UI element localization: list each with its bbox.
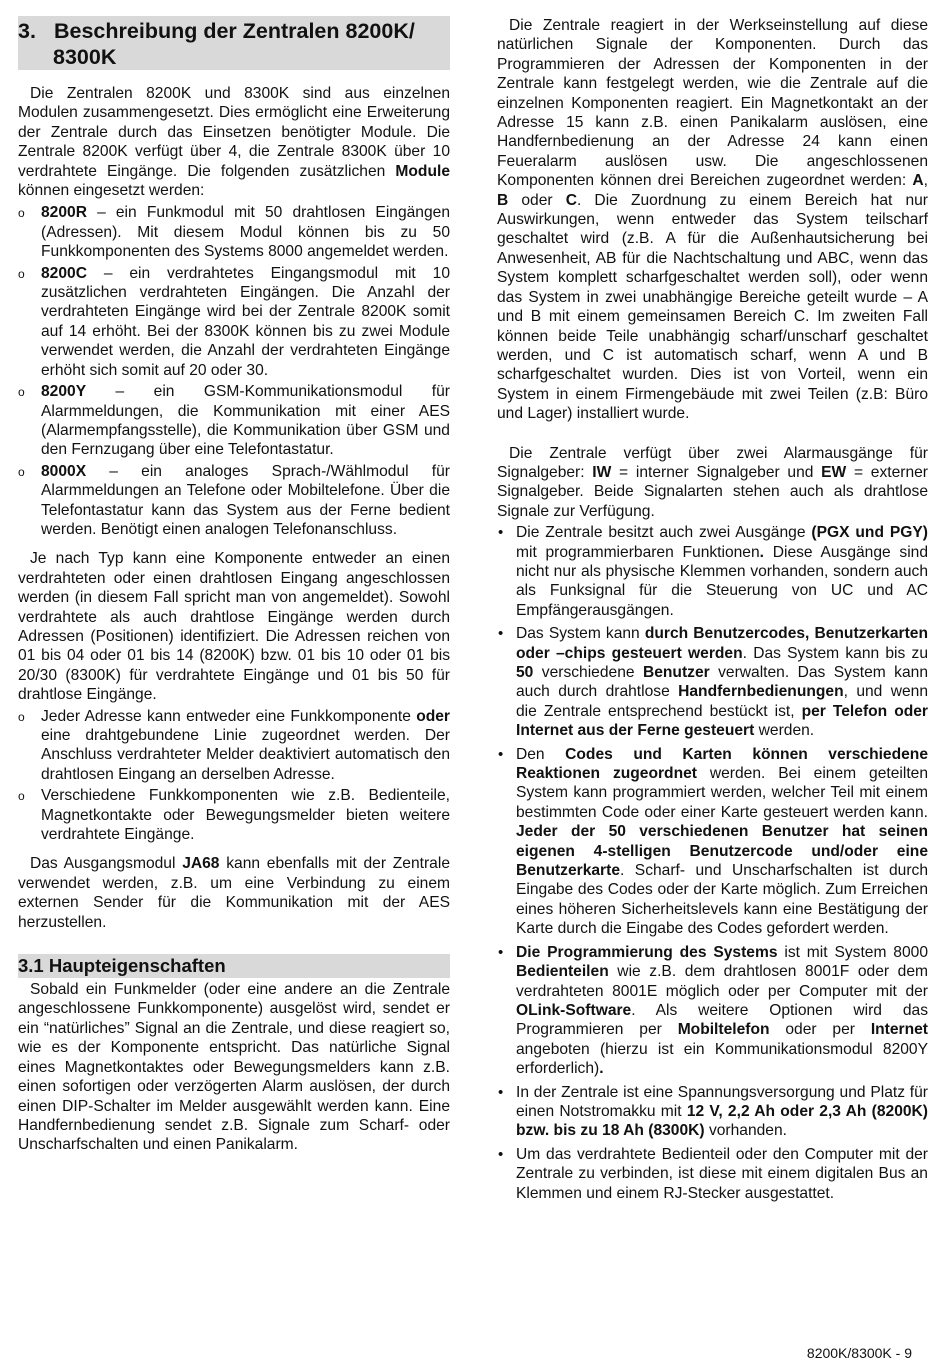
feature-text: wie z.B. dem drahtlosen 8001F oder dem verdrahteten 8001E möglich oder per Computer mit der	[516, 963, 928, 1000]
left-column	[18, 16, 450, 1155]
feature-bold: Bedienteilen	[516, 963, 609, 981]
module-code: 8200R	[41, 204, 87, 222]
feature-text: verwalten. Das System kann auch durch drahtlose	[516, 664, 928, 701]
list-marker: o	[18, 709, 25, 724]
list-bullet: •	[498, 1083, 504, 1101]
areas-sep: ,	[923, 172, 928, 190]
list-item	[18, 264, 450, 380]
feature-bold-dot: .	[599, 1060, 604, 1078]
chapter-number: 3.	[18, 19, 36, 43]
list-item	[18, 786, 450, 844]
area-b: B	[497, 191, 509, 209]
chapter-title-line1: Beschreibung der Zentralen 8200K/	[53, 19, 415, 43]
areas-text-end: . Die Zuordnung zu einem Bereich hat nur Auswirkungen, wenn entweder das System teilscharf geschaltet wird (z.B. A für die Außenhautsicherung bei Anwesenheit, AB für die Nachtschaltung und ABC, wenn das System komplett scharfgeschaltet werden soll), oder wenn das System in zwei unabhängige Bereiche geteilt wurde – A und B mit einem gemeinsamen Bereich C. Im zweiten Fall können beide Teile unabhängig scharf/unscharf geschaltet werden, und C ist automatisch scharf, wenn A und B scharfgeschaltet wurden. Dies ist von Vorteil, wenn ein System in einem Firmengebäude mit zwei Teilen (z.B: Büro und Lager) installiert wurde.	[497, 191, 928, 423]
feature-list	[497, 523, 928, 1203]
list-bullet: •	[498, 524, 504, 542]
feature-bold: Benutzer	[642, 664, 710, 681]
feature-text: werden. Bei einem geteilten System kann programmiert werden, welcher Teil mit einem bestimmten Code oder einer Karte gesteuert werden kann.	[516, 765, 928, 821]
intro-text: Die Zentralen 8200K und 8300K sind aus einzelnen Modulen zusammengesetzt. Dies ermöglicht eine Erweiterung der Zentrale durch das Einsetzen benötigter Module. Die Zentrale 8200K verfügt über 4, die Zentrale 8300K über 10 verdrahtete Eingänge. Die folgenden zusätzlichen	[18, 85, 450, 180]
page-footer: 8200K/8300K - 9	[806, 1345, 912, 1361]
feature-text: angeboten (hierzu ist ein Kommunikationsmodul 8200Y erforderlich)	[516, 1040, 928, 1078]
list-marker: o	[18, 464, 25, 479]
feature-text: ist mit System 8000	[777, 943, 928, 961]
address-bold: oder	[416, 707, 450, 725]
intro-bold: Module	[395, 162, 450, 180]
outputs-ew: EW	[821, 463, 847, 481]
feature-text: oder per	[769, 1021, 871, 1039]
feature-bold: 50	[516, 664, 534, 681]
feature-text: Die Zentrale besitzt auch zwei Ausgänge	[516, 524, 812, 542]
feature-text: . Als weitere Optionen wird das Programmieren per	[516, 1001, 928, 1039]
list-item	[497, 1083, 928, 1141]
feature-text: werden.	[754, 722, 815, 740]
module-code: 8000X	[41, 462, 87, 480]
list-bullet: •	[498, 1145, 504, 1163]
area-a: A	[912, 172, 924, 190]
list-item	[18, 707, 450, 785]
outputs-text: Die Zentrale verfügt über zwei Alarmausgänge für Signalgeber:	[497, 444, 928, 481]
list-item	[18, 382, 450, 460]
list-item	[18, 462, 450, 540]
list-item	[497, 1145, 928, 1203]
feature-bold: Jeder der 50 verschiedenen Benutzer hat seinen eigenen 4-stelligen Benutzercode und/oder eine Benutzerkarte	[516, 823, 928, 880]
feature-bold: Handfernbedienungen	[678, 683, 844, 701]
feature-text: . Scharf- und Unscharfschalten ist durch Eingabe des Codes oder der Karte möglich. Zum Erreichen eines höheren Sicherheitslevels kann eine Bestätigung der Karte durch die Eingabe des Codes gefordert werden.	[516, 862, 928, 938]
outputs-text-end: = externer Signalgeber. Beide Signalarten stehen auch als drahtlose Signale zur Verfügung.	[497, 463, 928, 520]
module-text: – ein verdrahtetes Eingangsmodul mit 10 zusätzlichen verdrahteten Eingängen. Die Anzahl der verdrahteten Eingänge wird bei der Zentrale 8200K somit auf 14 erhöht. Bei der 8300K können bis zu zwei Module verwendet werden, die Anzahl der verdrahteten Eingänge erhöht sich somit auf 20 oder 30.	[41, 264, 450, 379]
address-list	[18, 707, 450, 845]
section-heading: 3.1 Haupteigenschaften	[18, 954, 450, 978]
outputs-text: = interner Signalgeber und	[611, 463, 822, 481]
module-code: 8200C	[41, 264, 87, 282]
address-text: Verschiedene Funkkomponenten wie z.B. Bedienteile, Magnetkontakte oder Bewegungsmelder bieten weitere verdrahtete Eingänge.	[41, 787, 450, 844]
feature-text: Das System kann	[516, 625, 645, 643]
feature-bold-dot: .	[759, 543, 764, 561]
ja68-paragraph	[18, 854, 450, 932]
list-bullet: •	[498, 625, 504, 643]
list-item	[497, 745, 928, 939]
list-item	[497, 523, 928, 620]
feature-text: Diese Ausgänge sind nicht nur als physische Klemmen vorhanden, sondern auch als Funksignal für die Steuerung von UC und AC Empfängerausgängen.	[516, 543, 929, 619]
feature-bold: per Telefon oder Internet aus der Ferne gesteuert	[516, 702, 928, 740]
list-item	[18, 203, 450, 261]
feature-text: In der Zentrale ist eine Spannungsversorgung und Platz für einen Notstromakku mit	[516, 1083, 928, 1120]
module-text: – ein GSM-Kommunikationsmodul für Alarmmeldungen, die Kommunikation mit einer AES (Alarmempfangsstelle), die Kommunikation über GSM und den Fernzugang über eine Telefontastatur.	[41, 383, 450, 459]
feature-bold: Internet	[870, 1021, 928, 1039]
outputs-iw: IW	[592, 463, 612, 481]
ja68-text: Das Ausgangsmodul	[30, 855, 183, 873]
feature-text: , und wenn die Zentrale entsprechend bestückt ist,	[516, 683, 929, 720]
list-bullet: •	[498, 745, 504, 763]
list-marker: o	[18, 385, 25, 400]
feature-text: mit programmierbaren Funktionen	[516, 543, 760, 561]
list-marker: o	[18, 206, 25, 221]
area-c: C	[565, 191, 577, 209]
chapter-heading	[18, 16, 450, 70]
feature-bold: Die Programmierung des Systems	[516, 943, 778, 961]
module-list	[18, 203, 450, 539]
section-paragraph: Sobald ein Funkmelder (oder eine andere an die Zentrale angeschlossene Funkkomponente) ausgelöst wird, sendet er ein “natürliches” Signal an die Zentrale, und diese reagiert so, wie es der Komponente entspricht. Das natürliche Signal eines Magnetkontaktes oder Bewegungsmelders kann z.B. einen sofortigen oder verzögerten Alarm auslösen, der durch einen DIP-Schalter im Melder ausgewählt werden kann. Eine Handfernbedienung sendet z.B. Signale zum Scharf- oder Unscharfschalten und einen Panikalarm.	[18, 981, 450, 1154]
list-marker: o	[18, 789, 25, 804]
list-bullet: •	[498, 943, 504, 961]
feature-bold: durch Benutzercodes, Benutzerkarten oder –chips gesteuert werden	[516, 625, 928, 662]
list-item	[497, 624, 928, 740]
address-text-end: eine drahtgebundene Linie zugeordnet werden. Der Anschluss verdrahteter Melder deaktiviert automatisch den drahtlosen Eingang an derselben Adresse.	[41, 727, 450, 783]
address-text: Jeder Adresse kann entweder eine Funkkomponente	[41, 707, 417, 725]
intro-paragraph	[18, 84, 450, 200]
areas-text: Die Zentrale reagiert in der Werkseinstellung auf diese natürlichen Signale der Komponenten. Durch das Programmieren der Adressen der Komponenten in der Zentrale kann festgelegt werden, wie die Zentrale auf die einzelnen Komponenten reagiert. Ein Magnetkontakt an der Adresse 15 kann z.B. einen Panikalarm auslösen, eine Handfernbedienung an der Adresse 24 kann einen Feueralarm auslösen usw. Die angeschlossenen Komponenten können drei Bereichen zugeordnet werden:	[497, 17, 928, 190]
list-marker: o	[18, 266, 25, 281]
feature-bold: 12 V, 2,2 Ah oder 2,3 Ah (8200K) bzw. bis zu 18 Ah (8300K)	[516, 1102, 928, 1140]
intro-text-end: können eingesetzt werden:	[18, 182, 205, 200]
areas-paragraph	[497, 16, 928, 424]
feature-bold: (PGX und PGY)	[811, 524, 928, 542]
outputs-paragraph	[497, 444, 928, 522]
feature-text: . Das System kann bis zu	[742, 644, 928, 662]
right-column	[497, 16, 928, 1207]
feature-bold: OLink-Software	[516, 1001, 632, 1019]
feature-bold: Codes und Karten können verschiedene Reaktionen zugeordnet	[516, 745, 928, 783]
chapter-title-line2: 8300K	[53, 45, 117, 69]
feature-text: verschiedene	[533, 664, 643, 681]
feature-text: vorhanden.	[704, 1122, 787, 1140]
module-code: 8200Y	[41, 383, 87, 401]
ja68-bold: JA68	[182, 855, 220, 873]
areas-sep: oder	[508, 191, 566, 209]
feature-text: Um das verdrahtete Bedienteil oder den Computer mit der Zentrale zu verbinden, ist diese mit einem digitalen Bus an Klemmen und einem RJ-Stecker ausgestattet.	[516, 1145, 928, 1202]
address-paragraph: Je nach Typ kann eine Komponente entweder an einen verdrahteten oder einen drahtlosen Eingang angeschlossen werden (in diesem Fall spricht man von angemeldet). Sowohl verdrahtete als auch drahtlose Eingänge werden durch Adressen (Positionen) identifiziert. Die Adressen reichen von 01 bis 04 oder 01 bis 14 (8200K) bzw. 01 bis 10 oder 01 bis 20/30 (8300K) für verdrahtete Eingänge und 01 bis 50 für drahtlose Eingänge.	[18, 550, 450, 704]
feature-text: Den	[516, 745, 566, 763]
feature-bold: Mobiltelefon	[677, 1021, 770, 1039]
module-text: – ein analoges Sprach-/Wählmodul für Alarmmeldungen an Telefone oder Mobiltelefone. Über die Telefontastatur kann das System aus der Ferne bedient werden. Benötigt einen analogen Telefonanschluss.	[41, 462, 450, 538]
module-text: – ein Funkmodul mit 50 drahtlosen Eingängen (Adressen). Mit diesem Modul können bis zu 50 Funkkomponenten des Systems 8000 angemeldet werden.	[41, 204, 450, 261]
list-item	[497, 943, 928, 1079]
ja68-text-end: kann ebenfalls mit der Zentrale verwendet werden, z.B. um eine Verbindung zu einem externen Sender für die Kommunikation mit der AES herzustellen.	[18, 855, 450, 931]
